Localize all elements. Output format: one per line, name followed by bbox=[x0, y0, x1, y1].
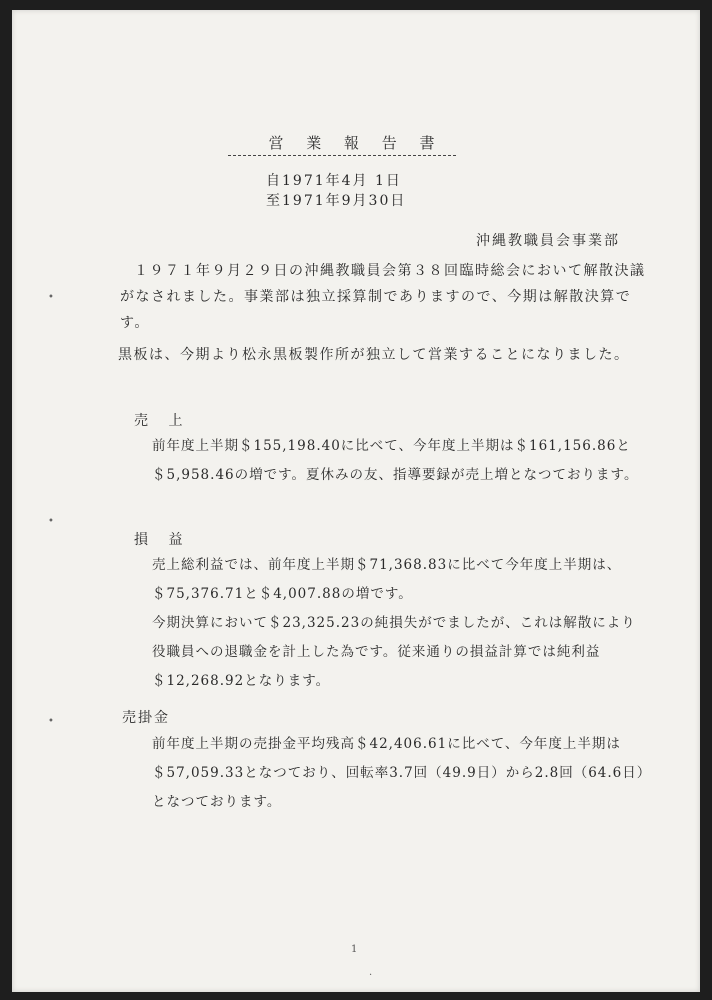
section-body-profit-2: 今期決算において＄23,325.23の純損失がでましたが、これは解散により役職員への退職金を計上した為です。従来通りの損益計算では純利益＄12,268.92となります。 bbox=[152, 615, 636, 689]
punch-mark: • bbox=[48, 716, 54, 727]
punch-mark: • bbox=[48, 516, 54, 527]
section-body-receivables: 前年度上半期の売掛金平均残高＄42,406.61に比べて、今年度上半期は＄57,059.33となつており、回転率3.7回（49.9日）から2.8回（64.6日）となつております。 bbox=[152, 736, 645, 810]
section-heading-sales: 売 上 bbox=[134, 413, 191, 429]
report-title: 営 業 報 告 書 bbox=[268, 134, 444, 152]
period-from: 自1971年4月 1日 bbox=[266, 173, 402, 189]
intro-paragraph: 黒板は、今期より松永黒板製作所が独立して営業することになりました。 bbox=[118, 347, 630, 363]
intro-paragraph: １９７１年９月２９日の沖縄教職員会第３８回臨時総会において解散決議がなされました。事業部は独立採算制でありますので、今期は解散決算です。 bbox=[120, 263, 646, 331]
section-heading-receivables: 売掛金 bbox=[122, 710, 170, 726]
organization-name: 沖縄教職員会事業部 bbox=[476, 233, 620, 249]
punch-mark: • bbox=[48, 292, 54, 303]
period-to: 至1971年9月30日 bbox=[266, 193, 407, 209]
stray-mark: · bbox=[369, 970, 373, 981]
section-body-sales: 前年度上半期＄155,198.40に比べて、今年度上半期は＄161,156.86と＄5,958.46の増です。夏休みの友、指導要録が売上増となつております。 bbox=[152, 438, 639, 483]
section-body-profit: 売上総利益では、前年度上半期＄71,368.83に比べて今年度上半期は、＄75,376.71と＄4,007.88の増です。 bbox=[152, 557, 622, 602]
document-page bbox=[12, 10, 700, 992]
title-underline bbox=[228, 155, 456, 156]
section-heading-profit: 損 益 bbox=[134, 532, 191, 548]
page-number: 1 bbox=[351, 944, 358, 955]
